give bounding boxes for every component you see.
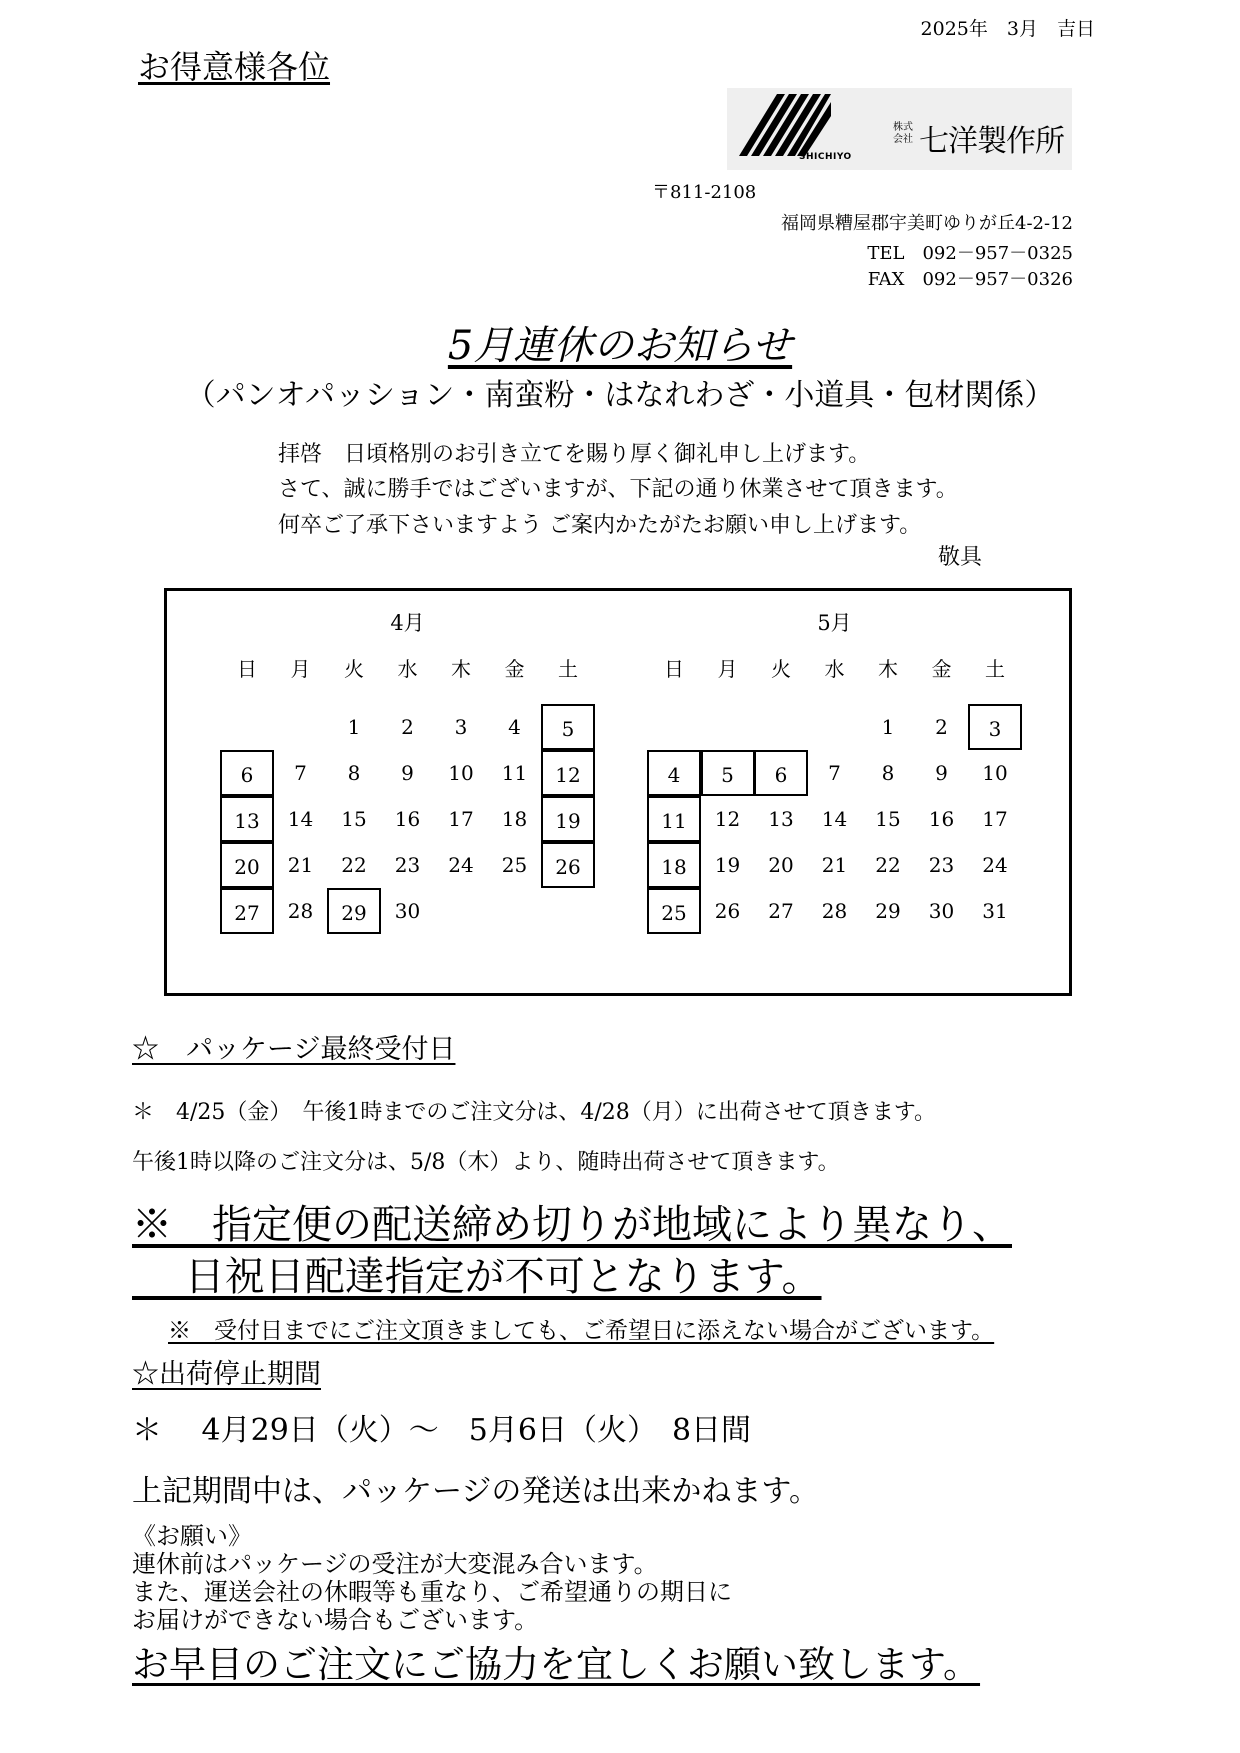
logo-kabushiki: 株式会社 [893,122,913,145]
calendar-weekday: 金 [504,657,525,681]
calendar-holiday: 19 [541,796,595,842]
calendar-weekday: 月 [290,657,311,681]
calendar-day: 1 [881,715,895,739]
logo-wordmark: SHICHIYO [799,152,852,162]
calendar-day: 14 [821,807,848,831]
package-line-1: ＊ 4/25（金） 午後1時までのご注文分は、4/28（月）に出荷させて頂きます。 [132,1100,937,1125]
calendar-holiday: 18 [647,842,701,888]
calendar-day: 8 [881,761,895,785]
calendar-day: 19 [714,853,741,877]
calendar-day: 17 [982,807,1008,831]
telephone: TEL 092－957－0325 [867,243,1073,264]
issue-date: 2025年 3月 吉日 [920,18,1095,40]
calendar-month-label: 4月 [390,611,425,635]
calendar-holiday: 26 [541,842,595,888]
calendar-weekday: 水 [397,657,418,681]
shipping-stop-heading: ☆出荷停止期間 [132,1359,321,1390]
calendar-day: 2 [935,715,948,739]
greeting-line-1: 拝啓 日頃格別のお引き立てを賜り厚く御礼申し上げます。 [278,442,871,467]
calendar-weekday: 木 [878,657,898,681]
calendar-weekday: 日 [664,657,684,681]
calendar-day: 16 [928,807,955,831]
calendar-day: 10 [448,761,474,785]
request-line-1: 連休前はパッケージの受注が大変混み合います。 [132,1550,658,1578]
notice-title: 5月連休のお知らせ [447,323,793,369]
calendar-day: 23 [394,853,421,877]
calendar-day: 21 [287,853,314,877]
delivery-warning-2: 日祝日配達指定が不可となります。 [132,1254,822,1300]
calendar-day: 22 [875,853,901,877]
calendar-day: 7 [294,761,307,785]
company-logo [727,88,1072,170]
calendar-day: 9 [935,761,948,785]
fax: FAX 092－957－0326 [867,269,1073,290]
calendar-weekday: 土 [558,657,578,681]
calendar-day: 4 [508,715,521,739]
calendar-holiday: 27 [220,888,274,934]
calendar-day: 26 [714,899,741,923]
shipping-stop-note: 上記期間中は、パッケージの発送は出来かねます。 [132,1474,819,1509]
holiday-calendar [164,588,1072,996]
calendar-holiday: 3 [968,704,1022,750]
request-line-3: お届けができない場合もございます。 [132,1606,539,1634]
postal-code: 〒811-2108 [652,182,757,203]
calendar-day: 8 [347,761,361,785]
calendar-holiday: 5 [541,704,595,750]
address: 福岡県糟屋郡宇美町ゆりが丘4-2-12 [781,213,1073,234]
calendar-holiday: 6 [754,750,808,796]
delivery-note: ※ 受付日までにご注文頂きましても、ご希望日に添えない場合がございます。 [168,1318,995,1344]
calendar-day: 29 [875,899,901,923]
calendar-holiday: 12 [541,750,595,796]
calendar-day: 30 [394,899,421,923]
calendar-day: 1 [347,715,361,739]
calendar-weekday: 火 [771,657,791,681]
calendar-month-label: 5月 [817,611,852,635]
calendar-day: 24 [448,853,474,877]
calendar-holiday: 4 [647,750,701,796]
package-line-2: 午後1時以降のご注文分は、5/8（木）より、随時出荷させて頂きます。 [132,1150,840,1175]
delivery-warning-1: ※ 指定便の配送締め切りが地域により異なり、 [132,1202,1012,1248]
calendar-day: 30 [928,899,955,923]
calendar-holiday: 13 [220,796,274,842]
calendar-day: 11 [501,761,528,785]
calendar-day: 28 [287,899,314,923]
calendar-holiday: 20 [220,842,274,888]
calendar-day: 15 [875,807,901,831]
calendar-day: 22 [341,853,367,877]
calendar-day: 13 [768,807,794,831]
calendar-holiday: 29 [327,888,381,934]
calendar-holiday: 6 [220,750,274,796]
calendar-day: 28 [821,899,848,923]
calendar-holiday: 25 [647,888,701,934]
calendar-holiday: 5 [701,750,755,796]
calendar-day: 17 [448,807,474,831]
package-deadline-heading: ☆ パッケージ最終受付日 [132,1034,456,1065]
calendar-day: 12 [714,807,741,831]
calendar-day: 10 [982,761,1008,785]
calendar-holiday: 11 [647,796,701,842]
calendar-weekday: 土 [985,657,1005,681]
calendar-day: 2 [401,715,414,739]
calendar-weekday: 日 [237,657,257,681]
greeting-closing: 敬具 [938,545,983,570]
calendar-weekday: 水 [824,657,845,681]
request-block [132,1522,732,1634]
calendar-day: 23 [928,853,955,877]
recipient: お得意様各位 [138,48,331,86]
calendar-day: 25 [501,853,528,877]
request-line-2: また、運送会社の休暇等も重なり、ご希望通りの期日に [132,1578,732,1606]
calendar-day: 24 [982,853,1008,877]
calendar-day: 9 [401,761,414,785]
greeting-line-3: 何卒ご了承下さいますよう ご案内かたがたお願い申し上げます。 [278,513,922,538]
stripes-logo-icon [739,94,831,156]
calendar-weekday: 月 [717,657,738,681]
calendar-day: 20 [768,853,794,877]
calendar-day: 27 [768,899,794,923]
calendar-day: 18 [501,807,528,831]
calendar-day: 15 [341,807,367,831]
calendar-day: 3 [454,715,468,739]
calendar-weekday: 木 [451,657,471,681]
shipping-stop-period: ＊ 4月29日（火）～ 5月6日（火） 8日間 [132,1413,752,1448]
calendar-day: 21 [821,853,848,877]
greeting-line-2: さて、誠に勝手ではございますが、下記の通り休業させて頂きます。 [278,477,958,502]
request-heading: 《お願い》 [132,1522,252,1550]
calendar-weekday: 火 [344,657,364,681]
calendar-day: 7 [828,761,841,785]
logo-company-name: 七洋製作所 [919,124,1064,159]
calendar-day: 14 [287,807,314,831]
calendar-day: 31 [982,899,1008,923]
calendar-weekday: 金 [931,657,952,681]
notice-subtitle: （パンオパッション・南蛮粉・はなれわざ・小道具・包材関係） [185,378,1055,413]
closing-message: お早目のご注文にご協力を宜しくお願い致します。 [132,1643,981,1686]
calendar-day: 16 [394,807,421,831]
